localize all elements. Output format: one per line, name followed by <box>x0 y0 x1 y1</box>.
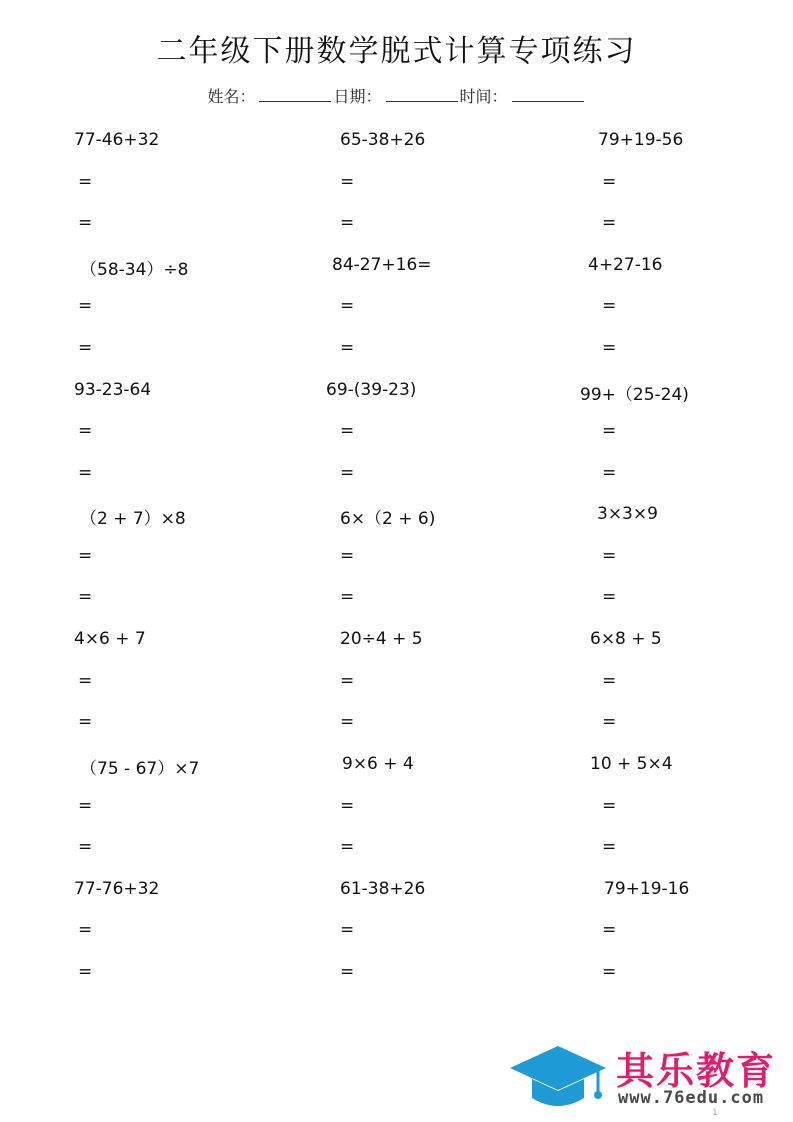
page-number: 1 <box>712 1108 718 1118</box>
problem-expression: 9×6 + 4 <box>342 754 414 774</box>
brand-url: www.76edu.com <box>618 1088 765 1108</box>
answer-step-line[interactable]: = <box>602 670 617 691</box>
answer-step-line[interactable]: = <box>340 462 355 483</box>
answer-step-line[interactable]: = <box>340 712 355 733</box>
answer-step-line[interactable]: = <box>602 545 617 566</box>
answer-step-line[interactable]: = <box>340 961 355 982</box>
answer-step-line[interactable]: = <box>340 795 355 816</box>
problem-expression: 10 + 5×4 <box>590 754 673 774</box>
problem-expression: 79+19-16 <box>604 878 690 899</box>
answer-step-line[interactable]: = <box>78 587 93 608</box>
answer-step-line[interactable]: = <box>340 337 355 358</box>
answer-step-line[interactable]: = <box>602 795 617 816</box>
problem-expression: 99+（25-24) <box>580 384 689 405</box>
answer-step-line[interactable]: = <box>602 296 617 317</box>
answer-step-line[interactable]: = <box>602 337 617 358</box>
problem-expression: 77-46+32 <box>74 130 160 150</box>
problem-expression: 4×6 + 7 <box>74 629 146 650</box>
answer-step-line[interactable]: = <box>340 213 355 233</box>
problem-expression: 4+27-16 <box>588 254 663 275</box>
answer-step-line[interactable]: = <box>602 920 617 941</box>
answer-step-line[interactable]: = <box>340 670 355 691</box>
problem-expression: 69-(39-23) <box>326 379 417 400</box>
answer-step-line[interactable]: = <box>602 837 617 857</box>
brand-logo <box>508 1038 788 1118</box>
answer-step-line[interactable]: = <box>78 337 93 358</box>
answer-step-line[interactable]: = <box>602 462 617 483</box>
answer-step-line[interactable]: = <box>78 961 93 982</box>
answer-step-line[interactable]: = <box>78 462 93 483</box>
answer-step-line[interactable]: = <box>78 837 93 857</box>
problem-expression: 6×（2 + 6) <box>340 509 436 530</box>
problem-expression: 20÷4 + 5 <box>340 629 423 650</box>
answer-step-line[interactable]: = <box>602 587 617 608</box>
problem-expression: 93-23-64 <box>74 379 152 400</box>
time-label: 时间： <box>459 87 508 106</box>
answer-step-line[interactable]: = <box>340 587 355 608</box>
problem-expression: 79+19-56 <box>598 130 684 150</box>
problem-expression: （75 - 67）×7 <box>80 759 200 779</box>
answer-step-line[interactable]: = <box>602 421 617 442</box>
answer-step-line[interactable]: = <box>602 961 617 982</box>
problem-expression: （2 + 7）×8 <box>80 509 186 530</box>
answer-step-line[interactable]: = <box>78 545 93 566</box>
name-blank[interactable] <box>259 87 331 102</box>
answer-step-line[interactable]: = <box>78 213 93 233</box>
answer-step-line[interactable]: = <box>340 421 355 442</box>
answer-step-line[interactable]: = <box>78 296 93 317</box>
problem-expression: 3×3×9 <box>597 504 658 525</box>
answer-step-line[interactable]: = <box>602 712 617 733</box>
answer-step-line[interactable]: = <box>340 296 355 317</box>
answer-step-line[interactable]: = <box>340 545 355 566</box>
answer-step-line[interactable]: = <box>78 712 93 733</box>
answer-step-line[interactable]: = <box>78 920 93 941</box>
problem-expression: 6×8 + 5 <box>590 629 662 650</box>
answer-step-line[interactable]: = <box>340 920 355 941</box>
answer-step-line[interactable]: = <box>78 795 93 816</box>
time-blank[interactable] <box>512 87 584 102</box>
answer-step-line[interactable]: = <box>78 421 93 442</box>
student-info-line <box>0 84 793 107</box>
answer-step-line[interactable]: = <box>78 670 93 691</box>
problem-expression: 65-38+26 <box>340 130 426 150</box>
page-title: 二年级下册数学脱式计算专项练习 <box>156 34 637 69</box>
answer-step-line[interactable]: = <box>602 171 617 192</box>
problem-expression: 84-27+16= <box>332 254 432 275</box>
problem-expression: 77-76+32 <box>74 878 160 899</box>
name-label: 姓名： <box>207 87 256 106</box>
problem-expression: 61-38+26 <box>340 878 426 899</box>
date-blank[interactable] <box>386 87 458 102</box>
date-label: 日期： <box>333 87 382 106</box>
answer-step-line[interactable]: = <box>78 171 93 192</box>
answer-step-line[interactable]: = <box>602 213 617 233</box>
graduation-cap-icon <box>508 1042 608 1112</box>
answer-step-line[interactable]: = <box>340 171 355 192</box>
answer-step-line[interactable]: = <box>340 837 355 857</box>
problem-expression: （58-34）÷8 <box>80 259 189 280</box>
brand-name: 其乐教育 <box>616 1049 777 1093</box>
